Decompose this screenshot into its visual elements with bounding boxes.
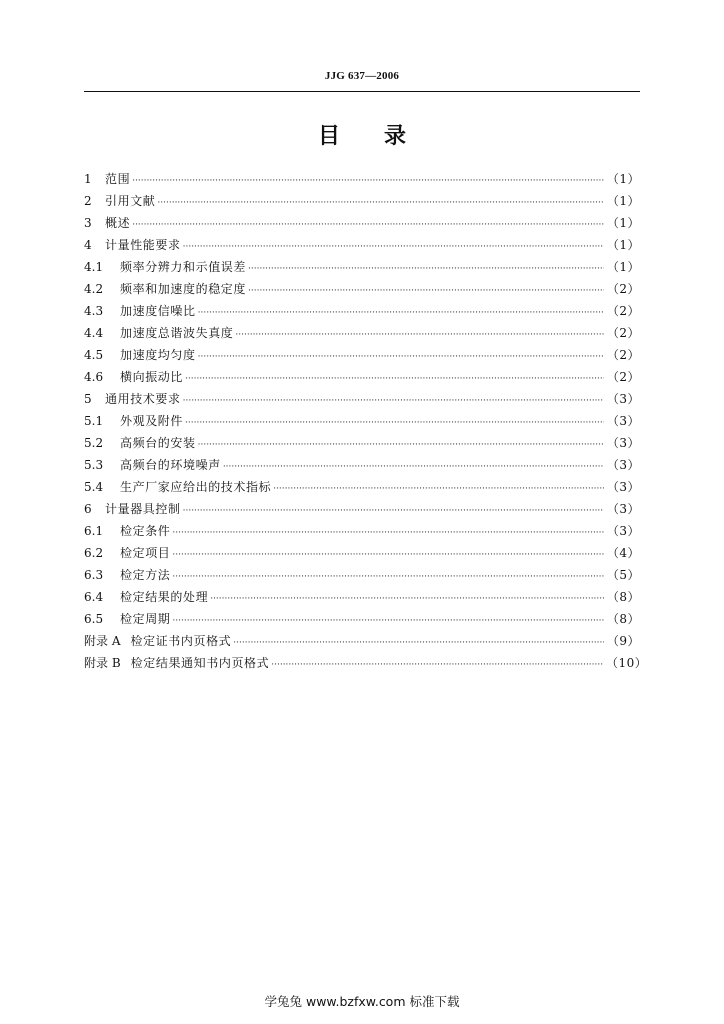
toc-leader-dots xyxy=(210,591,604,607)
toc-leader-dots xyxy=(223,459,604,475)
toc-entry xyxy=(84,215,640,237)
toc-entry-label: 高频台的安装 xyxy=(120,436,196,450)
toc-leader-dots xyxy=(185,371,604,387)
toc-entry xyxy=(84,655,648,677)
toc-entry xyxy=(84,457,640,479)
toc-leader-dots xyxy=(172,547,604,563)
toc-entry-page: （2） xyxy=(606,370,640,384)
toc-leader-dots xyxy=(185,415,604,431)
toc-entry xyxy=(84,281,640,303)
toc-entry xyxy=(84,303,640,325)
toc-entry-page: （3） xyxy=(606,480,640,494)
toc-entry-label: 概述 xyxy=(105,216,131,230)
toc-entry-label: 加速度均匀度 xyxy=(120,348,196,362)
toc-leader-dots xyxy=(172,525,604,541)
toc-entry-number: 2 xyxy=(84,194,92,208)
toc-leader-dots xyxy=(235,327,604,343)
toc-entry-label: 高频台的环境噪声 xyxy=(120,458,221,472)
toc-entry-number: 1 xyxy=(84,172,92,186)
toc-entry-label: 计量性能要求 xyxy=(105,238,181,252)
toc-entry-number: 5.1 xyxy=(84,414,104,428)
toc-entry-label: 加速度总谐波失真度 xyxy=(120,326,234,340)
toc-entry-number: 6 xyxy=(84,502,92,516)
toc-entry-page: （2） xyxy=(606,348,640,362)
toc-entry xyxy=(84,325,640,347)
toc-entry-page: （9） xyxy=(606,634,640,648)
toc-entry-label: 外观及附件 xyxy=(120,414,184,428)
toc-leader-dots xyxy=(198,305,604,321)
toc-entry-label: 检定方法 xyxy=(120,568,171,582)
toc-entry-number: 4.2 xyxy=(84,282,104,296)
toc-entry-page: （3） xyxy=(606,502,640,516)
toc-entry-number: 5.3 xyxy=(84,458,104,472)
toc-entry-label: 检定周期 xyxy=(120,612,171,626)
toc-entry xyxy=(84,413,640,435)
toc-leader-dots xyxy=(248,283,604,299)
toc-entry-label: 横向振动比 xyxy=(120,370,184,384)
toc-entry-number: 4.1 xyxy=(84,260,104,274)
toc-entry-number: 4.6 xyxy=(84,370,104,384)
toc-entry-page: （10） xyxy=(606,656,648,670)
toc-entry-label: 通用技术要求 xyxy=(105,392,181,406)
toc-entry xyxy=(84,545,640,567)
toc-entry-label: 检定条件 xyxy=(120,524,171,538)
toc-entry xyxy=(84,567,640,589)
toc-entry-page: （1） xyxy=(606,194,640,208)
toc-entry-label: 检定结果的处理 xyxy=(120,590,209,604)
toc-entry xyxy=(84,611,640,633)
toc-entry-number: 6.2 xyxy=(84,546,104,560)
toc-leader-dots xyxy=(132,173,604,189)
toc-entry-page: （1） xyxy=(606,216,640,230)
toc-entry-label: 频率和加速度的稳定度 xyxy=(120,282,247,296)
toc-entry-number: 6.5 xyxy=(84,612,104,626)
toc-entry-page: （4） xyxy=(606,546,640,560)
toc-entry xyxy=(84,171,640,193)
footer-watermark: 学兔兔 www.bzfxw.com 标准下载 xyxy=(264,994,460,1009)
toc-leader-dots xyxy=(198,437,604,453)
page-title: 目 录 xyxy=(317,124,406,149)
toc-entry-label: 检定结果通知书内页格式 xyxy=(130,656,270,670)
toc-entry-number: 5.4 xyxy=(84,480,104,494)
toc-leader-dots xyxy=(271,657,604,673)
toc-entry-page: （3） xyxy=(606,414,640,428)
toc-entry-page: （3） xyxy=(606,436,640,450)
toc-entry xyxy=(84,259,640,281)
toc-entry-label: 检定证书内页格式 xyxy=(130,634,232,648)
toc-entry-number: 4.3 xyxy=(84,304,104,318)
table-of-contents xyxy=(84,171,648,677)
toc-entry xyxy=(84,633,640,655)
toc-entry-page: （2） xyxy=(606,282,640,296)
toc-leader-dots xyxy=(172,569,604,585)
toc-entry-page: （8） xyxy=(606,590,640,604)
toc-entry-page: （5） xyxy=(606,568,640,582)
toc-entry xyxy=(84,369,640,391)
toc-leader-dots xyxy=(183,503,604,519)
toc-entry-page: （1） xyxy=(606,172,640,186)
header-divider xyxy=(84,91,640,92)
toc-entry xyxy=(84,589,640,611)
toc-entry-label: 加速度信噪比 xyxy=(120,304,196,318)
toc-entry-page: （2） xyxy=(606,326,640,340)
toc-entry-page: （8） xyxy=(606,612,640,626)
standard-code-header: JJG 637—2006 xyxy=(324,70,400,82)
toc-entry xyxy=(84,501,640,523)
toc-entry-label: 检定项目 xyxy=(120,546,171,560)
toc-entry-label: 生产厂家应给出的技术指标 xyxy=(120,480,272,494)
toc-entry-page: （3） xyxy=(606,458,640,472)
toc-entry-number: 5.2 xyxy=(84,436,104,450)
toc-entry xyxy=(84,435,640,457)
toc-entry-number: 4.4 xyxy=(84,326,104,340)
toc-entry-page: （1） xyxy=(606,260,640,274)
toc-leader-dots xyxy=(233,635,604,651)
toc-leader-dots xyxy=(183,393,604,409)
toc-entry xyxy=(84,391,640,413)
toc-entry xyxy=(84,347,640,369)
toc-entry-number: 4 xyxy=(84,238,92,252)
toc-entry-label: 频率分辨力和示值误差 xyxy=(120,260,247,274)
toc-leader-dots xyxy=(132,217,604,233)
toc-entry xyxy=(84,237,640,259)
toc-entry-number: 5 xyxy=(84,392,92,406)
toc-entry xyxy=(84,193,640,215)
toc-entry-number: 附录 A xyxy=(84,634,121,648)
toc-leader-dots xyxy=(198,349,604,365)
toc-entry-number: 6.3 xyxy=(84,568,104,582)
toc-entry-number: 附录 B xyxy=(84,656,121,670)
toc-entry-label: 计量器具控制 xyxy=(105,502,181,516)
toc-entry-page: （3） xyxy=(606,392,640,406)
toc-entry xyxy=(84,479,640,501)
toc-entry-page: （2） xyxy=(606,304,640,318)
toc-entry-number: 6.1 xyxy=(84,524,104,538)
toc-leader-dots xyxy=(183,239,604,255)
toc-entry-page: （1） xyxy=(606,238,640,252)
toc-leader-dots xyxy=(172,613,604,629)
toc-leader-dots xyxy=(157,195,604,211)
toc-entry-number: 3 xyxy=(84,216,92,230)
toc-leader-dots xyxy=(273,481,604,497)
toc-entry-number: 6.4 xyxy=(84,590,104,604)
toc-leader-dots xyxy=(248,261,604,277)
toc-entry xyxy=(84,523,640,545)
toc-entry-label: 引用文献 xyxy=(105,194,156,208)
toc-entry-page: （3） xyxy=(606,524,640,538)
toc-entry-number: 4.5 xyxy=(84,348,104,362)
toc-entry-label: 范围 xyxy=(105,172,131,186)
